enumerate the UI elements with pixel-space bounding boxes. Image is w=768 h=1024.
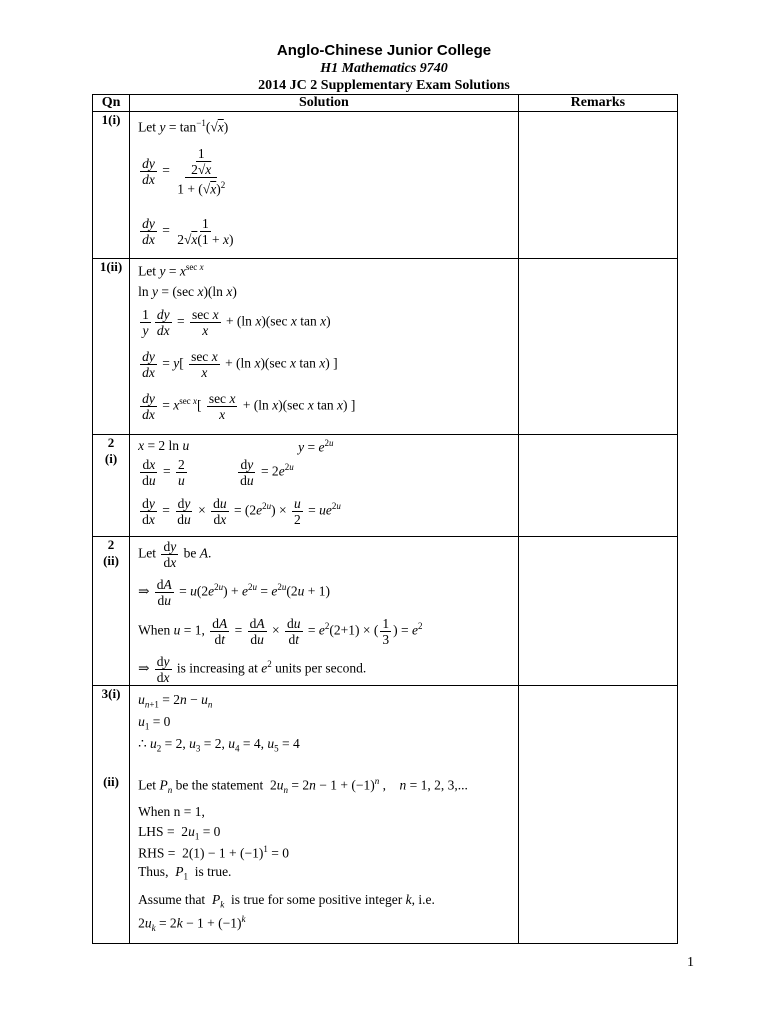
solution-line: Let $\frac{dy}{dx}$ be A. (138, 539, 212, 570)
solution-line: ∴ $u_2 = 2$, $u_3 = 2$, $u_4 = 4$, $u_5 = 4$ (138, 736, 300, 754)
solution-line: x = 2 ln u (138, 438, 190, 453)
remarks-cell (518, 259, 677, 435)
solution-line: Let $P_n$ be the statement $2u_n = 2n - 1 + (-1)^n$ , n = 1, 2, 3,... (138, 776, 468, 796)
question-label: 2 (i) (93, 435, 130, 537)
solution-line: LHS = $2u_1 = 0$ (138, 824, 221, 842)
solution-cell (130, 259, 519, 435)
remarks-cell (518, 686, 677, 944)
solution-line: RHS = $2(1) - 1 + (-1)^1 = 0$ (138, 844, 290, 861)
solution-line: Let $y = \tan^{-1}(√x)$ (138, 118, 229, 135)
header-solution: Solution (130, 95, 519, 112)
solution-line: When u = 1, $\frac{dA}{dt}$ = $\frac{dA}{du}$ × $\frac{du}{dt}$ = $e^2(2+1)$ × ( $\frac{1}{3}$ ) = $e^2$ (138, 616, 423, 647)
solution-line: $\frac{dy}{dx}$ = y[ $\frac{\text{sec x}}{x}$ + (ln x)(sec x tan x) ] (142, 349, 338, 380)
solution-line: ln y = (sec x)(ln x) (138, 284, 237, 299)
table-row (93, 686, 678, 944)
solution-line: $u_{n+1} = 2n - u_n$ (138, 692, 213, 710)
solution-line: $\frac{dy}{du}$ = $2e^{2u}$ (240, 457, 294, 488)
table-row (93, 537, 678, 686)
subject-title: H1 Mathematics 9740 (320, 61, 448, 76)
solution-line: When n = 1, (138, 804, 205, 819)
solution-line: $\frac{dy}{dx}$ = $x^{sec x}$[ $\frac{\text{sec x}}{x}$ + (ln x)(sec x tan x) ] (142, 391, 356, 422)
solution-line: $\frac{dy}{dx}$ = $\frac{dy}{du}$ × $\frac{du}{dx}$ = $(2e^{2u})$ × $\frac{u}{2}$ = $ue^{2u}$ (142, 496, 341, 527)
solution-line: $\frac{1}{y}$ $\frac{dy}{dx}$ = $\frac{\text{sec x}}{x}$ + (ln x)(sec x tan x) (142, 307, 331, 338)
solution-line: Assume that $P_k$ is true for some positive integer k, i.e. (138, 892, 435, 910)
table-row (93, 259, 678, 435)
table-header-row (93, 95, 678, 112)
solution-line: $y = e^{2u}$ (298, 438, 334, 455)
remarks-cell (518, 537, 677, 686)
remarks-cell (518, 435, 677, 537)
solution-line: $\frac{dx}{du}$ = $\frac{2}{u}$ (142, 457, 185, 488)
solution-line: $2u_k = 2k - 1 + (-1)^k$ (138, 914, 246, 934)
header-remarks: Remarks (518, 95, 677, 112)
page-number: 1 (687, 955, 694, 970)
solution-line: $\frac{dy}{dx}$ = $\frac{\frac{1}{2√x}}{1 + (√x)^2}$ (142, 146, 226, 197)
solution-cell (130, 435, 519, 537)
exam-title: 2014 JC 2 Supplementary Exam Solutions (258, 78, 510, 93)
header-qn: Qn (93, 95, 130, 112)
solution-line: $u_1 = 0$ (138, 714, 171, 732)
question-label: 3(i) (ii) (93, 686, 130, 944)
question-label: 1(i) (93, 112, 130, 259)
solution-line: ⇒ $\frac{dA}{du}$ = $u(2e^{2u}) + e^{2u} = e^{2u}(2u + 1)$ (138, 577, 330, 608)
solution-cell (130, 686, 519, 944)
remarks-cell (518, 112, 677, 259)
solution-cell (130, 112, 519, 259)
solution-line: Thus, $P_1$ is true. (138, 864, 232, 882)
solutions-table (92, 94, 678, 944)
solution-line: $\frac{dy}{dx}$ = $\frac{1}{2√x(1 + x)}$ (142, 216, 234, 247)
solution-line: Let $y = x^{sec x}$ (138, 262, 204, 279)
solution-cell (130, 537, 519, 686)
solution-line: ⇒ $\frac{dy}{dx}$ is increasing at $e^2$ units per second. (138, 654, 367, 685)
table-row (93, 435, 678, 537)
question-label: 1(ii) (93, 259, 130, 435)
table-row (93, 112, 678, 259)
school-name: Anglo-Chinese Junior College (276, 42, 492, 59)
question-label: 2 (ii) (93, 537, 130, 686)
